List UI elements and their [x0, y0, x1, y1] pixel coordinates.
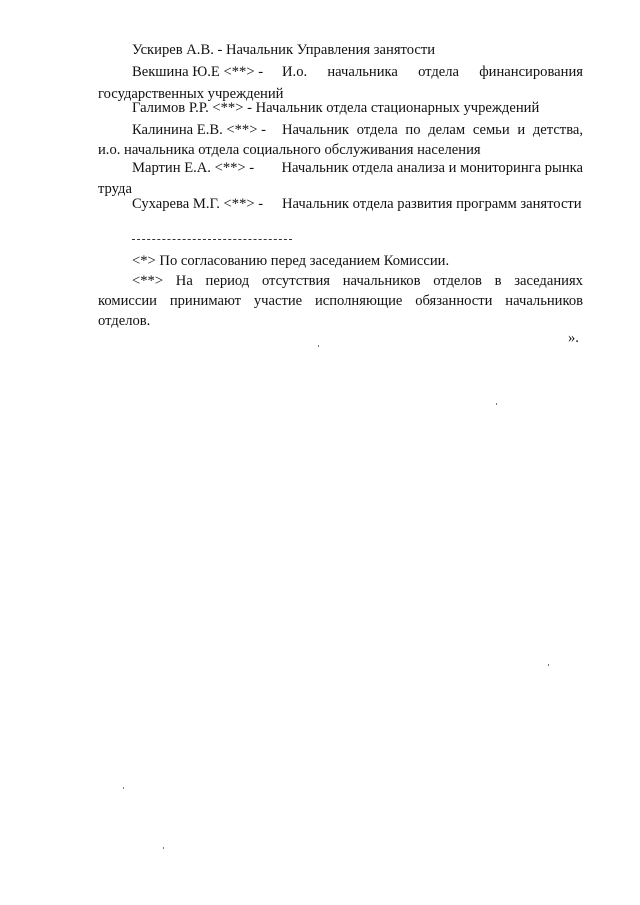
scan-speck	[318, 345, 319, 347]
member-sukhareva	[132, 193, 583, 215]
footnote-2-line-3: отделов.	[98, 313, 151, 329]
member-kalinina	[132, 119, 583, 141]
footnote-2-line-2: комиссии принимают участие исполняющие обязанности начальников	[98, 293, 584, 309]
member-position: Начальник отдела анализа и мониторинга рынка	[281, 160, 583, 176]
member-position: Начальник отдела стационарных учреждений	[255, 100, 540, 116]
scan-speck	[123, 787, 124, 789]
member-position: Начальник Управления занятости	[226, 42, 436, 58]
member-position: Начальник отдела развития программ занятости	[282, 196, 582, 212]
closing-quote-mark: ».	[568, 330, 579, 346]
member-position: Начальник отдела по делам семьи и детства,	[282, 122, 584, 138]
member-galimov	[132, 97, 539, 119]
member-name: Мартин Е.А. <**> -	[132, 160, 255, 176]
scan-speck	[548, 664, 549, 666]
member-name: Векшина Ю.Е <**> -	[132, 64, 264, 80]
footnote-separator	[132, 239, 292, 240]
scan-speck	[163, 847, 164, 849]
member-martin	[132, 157, 583, 179]
footnote-1: <*> По согласованию перед заседанием Комиссии.	[132, 253, 450, 269]
member-vekshina	[132, 61, 583, 83]
member-position-continuation: государственных учреждений	[98, 86, 284, 102]
member-position-continuation: и.о. начальника отдела социального обслуживания населения	[98, 142, 481, 158]
member-name: Сухарева М.Г. <**> -	[132, 196, 264, 212]
scan-speck	[496, 403, 497, 405]
member-ouskirev	[132, 39, 435, 61]
member-name: Ускирев А.В. -	[132, 42, 223, 58]
member-name: Галимов Р.Р. <**> -	[132, 100, 252, 116]
member-position: И.о. начальника отдела финансирования	[282, 64, 583, 80]
member-name: Калинина Е.В. <**> -	[132, 122, 266, 138]
member-position-continuation: труда	[98, 181, 132, 197]
footnote-2-line-1: <**> На период отсутствия начальников отделов в заседаниях	[132, 273, 583, 289]
